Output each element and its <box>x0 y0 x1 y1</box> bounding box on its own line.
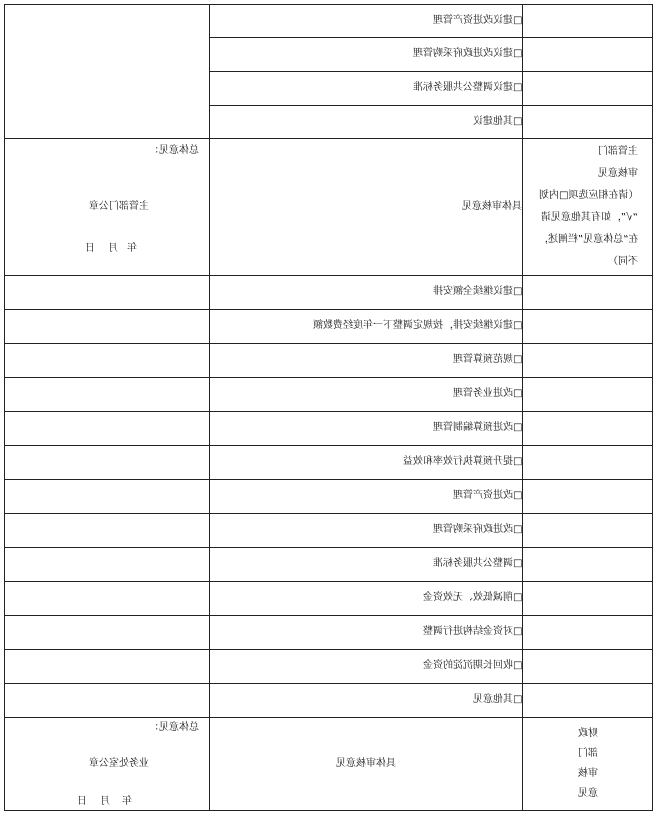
blank-cell <box>523 684 653 718</box>
blank-cell <box>5 650 210 684</box>
date-day: 日 <box>85 243 95 254</box>
option-item[interactable]: □调整公共服务标准 <box>210 548 523 582</box>
blank-cell <box>5 412 210 446</box>
dept-label-line: “√”，如有其他意见请 <box>541 212 638 223</box>
option-item[interactable]: □其他建议 <box>210 106 523 139</box>
option-item[interactable]: □改进预算编制管理 <box>210 412 523 446</box>
blank-cell <box>523 310 653 344</box>
option-item[interactable]: □建议改进资产管理 <box>210 5 523 38</box>
finance-detail-header: 具体审核意见 <box>210 718 523 811</box>
finance-seal-label: 业务处室公章 <box>89 758 149 769</box>
date-year: 年 <box>127 243 137 254</box>
blank-cell <box>5 514 210 548</box>
finance-label-line: 意见 <box>577 788 598 799</box>
option-item[interactable]: □对资金结构进行调整 <box>210 616 523 650</box>
blank-cell <box>5 446 210 480</box>
blank-cell <box>523 72 653 106</box>
top-blank-cell <box>5 5 210 139</box>
blank-cell <box>523 650 653 684</box>
blank-cell <box>523 412 653 446</box>
option-item[interactable]: □建议调整公共服务标准 <box>210 72 523 106</box>
option-item[interactable]: □改进业务管理 <box>210 378 523 412</box>
option-item[interactable]: □建议继续全额安排 <box>210 276 523 310</box>
option-item[interactable]: □建议继续安排，按规定调整下一年度经费数额 <box>210 310 523 344</box>
blank-cell <box>5 548 210 582</box>
blank-cell <box>5 582 210 616</box>
dept-label-line: 主管部门 <box>598 146 638 157</box>
blank-cell <box>523 276 653 310</box>
overall-opinion-label: 总体意见： <box>149 145 199 156</box>
blank-cell <box>5 276 210 310</box>
blank-cell <box>523 5 653 38</box>
dept-label-line: 审核意见 <box>598 168 638 179</box>
option-item[interactable]: □削减低效、无效资金 <box>210 582 523 616</box>
finance-review-label-cell <box>523 718 653 811</box>
date-month: 月 <box>100 796 110 807</box>
blank-cell <box>523 616 653 650</box>
blank-cell <box>5 310 210 344</box>
date-year: 年 <box>122 796 132 807</box>
blank-cell <box>5 344 210 378</box>
overall-opinion-label: 总体意见： <box>149 722 199 733</box>
finance-label-line: 审核 <box>577 768 598 779</box>
review-form-table <box>4 4 653 811</box>
option-item[interactable]: □提升预算执行效率和效益 <box>210 446 523 480</box>
option-item[interactable]: □建议改进政府采购管理 <box>210 38 523 72</box>
blank-cell <box>523 38 653 72</box>
blank-cell <box>523 446 653 480</box>
dept-label-line: 在“总体意见”栏阐述， <box>537 234 638 245</box>
option-item[interactable]: □改进政府采购管理 <box>210 514 523 548</box>
date-month: 月 <box>108 243 118 254</box>
option-item[interactable]: □收回长期沉淀的资金 <box>210 650 523 684</box>
dept-label-line: （请在相应选项□内划 <box>538 190 638 201</box>
blank-cell <box>523 344 653 378</box>
dept-detail-header: 具体审核意见 <box>210 139 523 276</box>
blank-cell <box>5 378 210 412</box>
blank-cell <box>523 582 653 616</box>
dept-overall-opinion-cell[interactable] <box>5 139 210 276</box>
blank-cell <box>523 514 653 548</box>
option-item[interactable]: □改进资产管理 <box>210 480 523 514</box>
blank-cell <box>5 684 210 718</box>
option-item[interactable]: □其他意见 <box>210 684 523 718</box>
blank-cell <box>523 378 653 412</box>
blank-cell <box>523 548 653 582</box>
finance-label-line: 部门 <box>577 748 598 759</box>
blank-cell <box>523 480 653 514</box>
date-day: 日 <box>77 796 87 807</box>
finance-label-line: 财政 <box>577 728 598 739</box>
dept-label-line: 不同） <box>608 256 638 267</box>
finance-overall-opinion-cell[interactable] <box>5 718 210 811</box>
dept-seal-label: 主管部门公章 <box>89 201 149 212</box>
blank-cell <box>523 106 653 139</box>
blank-cell <box>5 480 210 514</box>
dept-review-label-cell <box>523 139 653 276</box>
blank-cell <box>5 616 210 650</box>
option-item[interactable]: □规范预算管理 <box>210 344 523 378</box>
